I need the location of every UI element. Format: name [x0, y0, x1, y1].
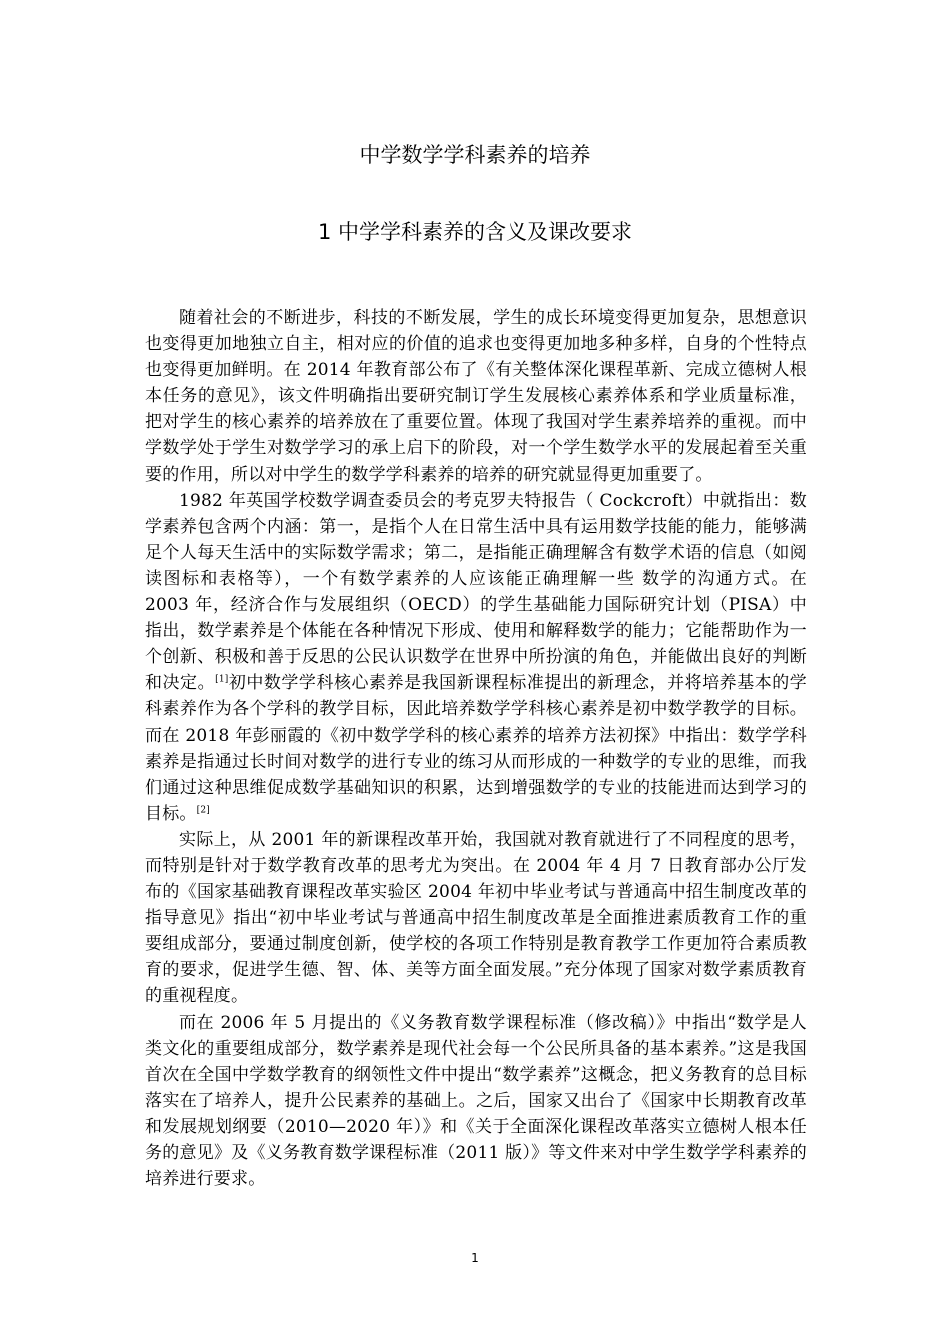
page-number: 1	[471, 1251, 479, 1265]
citation-1: [1]	[215, 674, 229, 685]
paragraph-4-text: 而在 2006 年 5 月提出的《义务教育数学课程标准（修改稿）》中指出“数学是人类文化的重要组成部分，数学素养是现代社会每一个公民所具备的基本素养。”这是我国首次在全国中学数学教育的纲领性文件中提出“数学素养”这概念，把义务教育的总目标落实在了培养人，提升公民素养的基础上。之后，国家又出台了《国家中长期教育改革和发展规划纲要（2010—2020 年）》和《关于全面深化课程改革落实立德树人根本任务的意见》及《义务教育数学课程标准（2011 版）》等文件来对中学生数学学科素养的培养进行要求。	[145, 1012, 807, 1190]
paragraph-3-text: 实际上，从 2001 年的新课程改革开始，我国就对教育就进行了不同程度的思考，而特别是针对于数学教育改革的思考尤为突出。在 2004 年 4 月 7 日教育部办公厅发布的《国家基础教育课程改革实验区 2004 年初中毕业考试与普通高中招生制度改革的指导意见》指出“初中毕业考试与普通高中招生制度改革是全面推进素质教育工作的重要组成部分，要通过制度创新，使学校的各项工作特别是教育教学工作更加符合素质教育的要求，促进学生德、智、体、美等方面全面发展。”充分体现了国家对数学素质教育的重视程度。	[145, 829, 807, 1007]
body-text	[145, 305, 807, 1192]
paragraph-1	[145, 305, 807, 488]
paragraph-4	[145, 1010, 807, 1193]
document-title: 中学数学学科素养的培养	[359, 143, 591, 167]
paragraph-2-text-a: 1982 年英国学校数学调查委员会的考克罗夫特报告（ Cockcroft）中就指出：数学素养包含两个内涵：第一，是指个人在日常生活中具有运用数学技能的能力，能够满足个人每天生活中的实际数学需求；第二，是指能正确理解含有数学术语的信息（如阅读图标和表格等），一个有数学素养的人应该能正确理解一些 数学的沟通方式。在 2003 年，经济合作与发展组织（OECD）的学生基础能力国际研究计划（PISA）中指出，数学素养是个体能在各种情况下形成、使用和解释数学的能力；它能帮助作为一个创新、积极和善于反思的公民认识数学在世界中所扮演的角色，并能做出良好的判断和决定。	[145, 490, 807, 694]
citation-2: [2]	[196, 805, 210, 816]
paragraph-2-text-b: 初中数学学科核心素养是我国新课程标准提出的新理念，并将培养基本的学科素养作为各个学科的教学目标，因此培养数学学科核心素养是初中数学教学的目标。而在 2018 年彭丽霞的《初中数学学科的核心素养的培养方法初探》中指出：数学学科素养是指通过长时间对数学的进行专业的练习从而形成的一种数学的专业的思维，而我们通过这种思维促成数学基础知识的积累，达到增强数学的专业的技能进而达到学习的目标。	[145, 673, 807, 824]
paragraph-3	[145, 827, 807, 1010]
paragraph-1-text: 随着社会的不断进步，科技的不断发展，学生的成长环境变得更加复杂，思想意识也变得更加地独立自主，相对应的价值的追求也变得更加地多种多样，自身的个性特点也变得更加鲜明。在 2014 年教育部公布了《有关整体深化课程革新、完成立德树人根本任务的意见》，该文件明确指出要研究制订学生发展核心素养体系和学业质量标准，把对学生的核心素养的培养放在了重要位置。体现了我国对学生素养培养的重视。而中学数学处于学生对数学学习的承上启下的阶段，对一个学生数学水平的发展起着至关重要的作用，所以对中学生的数学学科素养的培养的研究就显得更加重要了。	[145, 308, 807, 485]
section-heading: 1 中学学科素养的含义及课改要求	[317, 220, 633, 244]
paragraph-2	[145, 488, 807, 827]
